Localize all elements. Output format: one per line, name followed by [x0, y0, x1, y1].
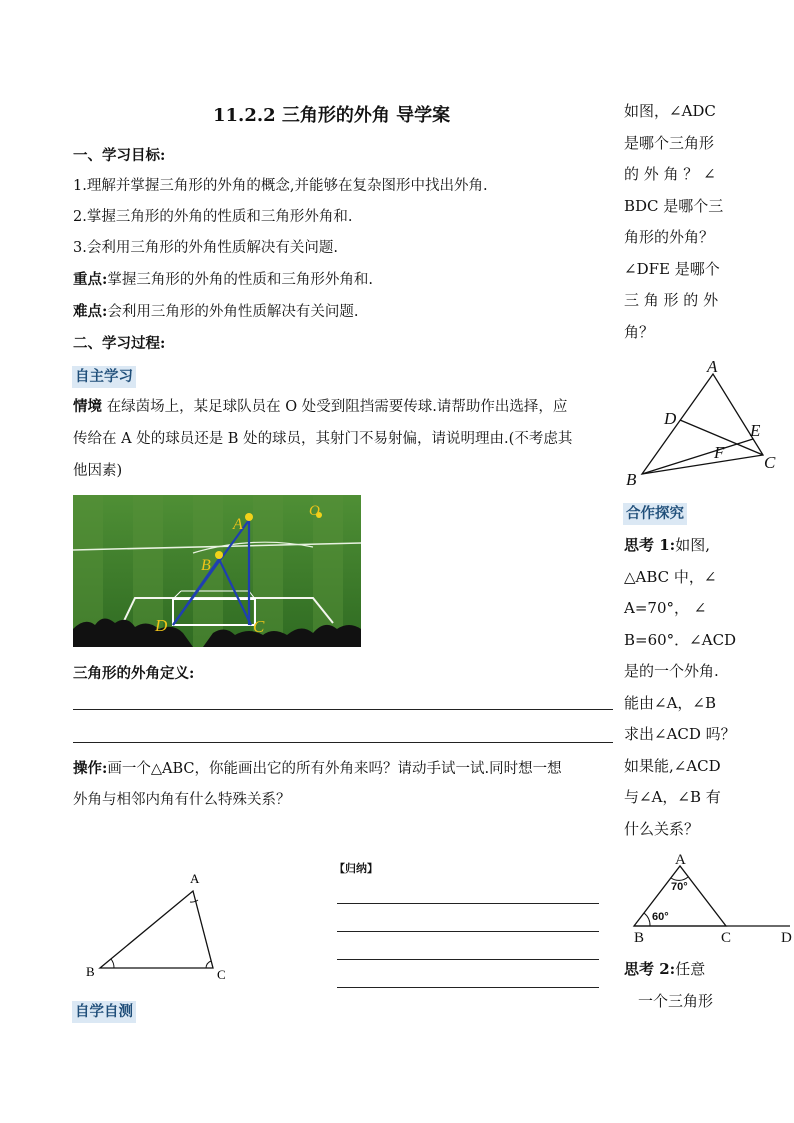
fig2-angle-b: 60°	[652, 911, 669, 923]
think2-line: 一个三角形	[638, 991, 714, 1010]
photo-label-c: C	[253, 617, 265, 636]
page-title: 11.2.2 三角形的外角 导学案	[213, 105, 451, 126]
definition-blank-1[interactable]	[73, 709, 613, 710]
photo-label-d: D	[155, 616, 168, 635]
definition-label: 三角形的外角定义:	[73, 665, 195, 682]
tag-cooperative-inquiry: 合作探究	[623, 503, 687, 525]
q1-line: 如图，∠ADC	[624, 102, 716, 120]
q1-line: 角形的外角？	[624, 228, 715, 246]
fig2-label-a: A	[675, 852, 686, 868]
key-text: 掌握三角形的外角的性质和三角形外角和.	[107, 272, 373, 288]
think1-line: 如果能,∠ACD	[624, 756, 721, 775]
fig2-angle-a: 70°	[671, 881, 688, 893]
key-point	[73, 270, 373, 290]
think2-first: 任意	[675, 960, 706, 978]
q1-line: BDC 是哪个三	[624, 196, 724, 215]
key-label: 重点:	[73, 271, 108, 288]
photo-label-a: A	[233, 516, 243, 533]
scenario-line-3: 他因素)	[73, 463, 123, 479]
think1-line: 与∠A，∠B 有	[624, 788, 721, 806]
think1-line: 能由∠A，∠B	[624, 693, 716, 712]
difficulty-label: 难点:	[73, 303, 108, 320]
summary-label: 【归纳】	[334, 862, 378, 875]
think1-line: 求出∠ACD 吗？	[624, 725, 736, 743]
sidebar-question-1	[624, 96, 723, 348]
operation-label: 操作:	[73, 760, 108, 777]
tag-self-test: 自学自测	[72, 1001, 136, 1023]
fig1-label-f: F	[714, 443, 725, 462]
q1-line: 角？	[624, 322, 655, 341]
fig2-label-c: C	[721, 930, 732, 946]
sidebar-think-1	[624, 530, 736, 845]
difficulty-text: 会利用三角形的外角性质解决有关问题.	[107, 304, 359, 320]
scenario-text-1: 在绿茵场上，某足球队员在 O 处受到阻挡需要传球.请帮助作出选择，应	[106, 399, 568, 415]
photo-label-b: B	[201, 557, 211, 574]
section2-heading: 二、学习过程:	[73, 335, 166, 352]
triangle-def-figure	[620, 352, 790, 490]
fig1-label-b: B	[626, 470, 637, 489]
triangle-abc-figure	[80, 866, 240, 984]
triangle-label-a: A	[190, 871, 200, 886]
fig2-label-d: D	[781, 930, 792, 946]
think1-line: 是的一个外角.	[624, 662, 719, 680]
difficulty-point	[73, 302, 358, 322]
summary-blank-3[interactable]	[337, 959, 599, 960]
scenario-line-2: 传给在 A 处的球员还是 B 处的球员，其射门不易射偏，请说明理由.(不考虑其	[73, 431, 573, 447]
operation-line-1	[73, 759, 562, 779]
think1-first: 如图,	[675, 536, 710, 554]
think1-line: 什么关系？	[624, 819, 700, 838]
summary-blank-1[interactable]	[337, 903, 599, 904]
operation-line-2: 外角与相邻内角有什么特殊关系？	[73, 792, 291, 808]
fig1-label-d: D	[664, 409, 677, 428]
fig1-label-c: C	[764, 453, 776, 472]
q1-line: 的 外 角 ？ ∠	[624, 165, 716, 183]
q1-line: ∠DFE 是哪个	[624, 259, 720, 278]
operation-text-1: 画一个△ABC，你能画出它的所有外角来吗？请动手试一试.同时想一想	[107, 761, 562, 777]
think2-label: 思考 2:	[624, 960, 676, 978]
fig2-label-b: B	[634, 930, 645, 946]
q1-line: 是哪个三角形	[624, 133, 715, 152]
goal-1: 1.理解并掌握三角形的外角的概念,并能够在复杂图形中找出外角.	[73, 178, 488, 194]
summary-blank-2[interactable]	[337, 931, 599, 932]
scenario-line-1	[73, 397, 567, 417]
definition-blank-2[interactable]	[73, 742, 613, 743]
fig1-label-a: A	[707, 357, 718, 376]
goal-3: 3.会利用三角形的外角性质解决有关问题.	[73, 240, 338, 256]
section1-heading: 一、学习目标:	[73, 147, 166, 164]
photo-label-o: O	[309, 503, 320, 519]
triangle-label-c: C	[217, 967, 226, 982]
think1-line: B=60°．∠ACD	[624, 630, 737, 649]
fig1-label-e: E	[750, 421, 761, 440]
think1-line: A=70°， ∠	[624, 599, 707, 617]
soccer-field-photo	[73, 495, 361, 647]
q1-line: 三 角 形 的 外	[624, 291, 719, 309]
sidebar-think-2	[624, 954, 713, 1017]
tag-self-study: 自主学习	[72, 366, 136, 388]
think1-label: 思考 1:	[624, 536, 676, 554]
goal-2: 2.掌握三角形的外角的性质和三角形外角和.	[73, 209, 353, 225]
summary-blank-4[interactable]	[337, 987, 599, 988]
soccer-field-illustration	[73, 495, 361, 647]
exterior-angle-figure	[624, 850, 794, 946]
think1-line: △ABC 中，∠	[624, 567, 717, 586]
scenario-label: 情境	[73, 398, 102, 415]
triangle-label-b: B	[86, 964, 95, 979]
